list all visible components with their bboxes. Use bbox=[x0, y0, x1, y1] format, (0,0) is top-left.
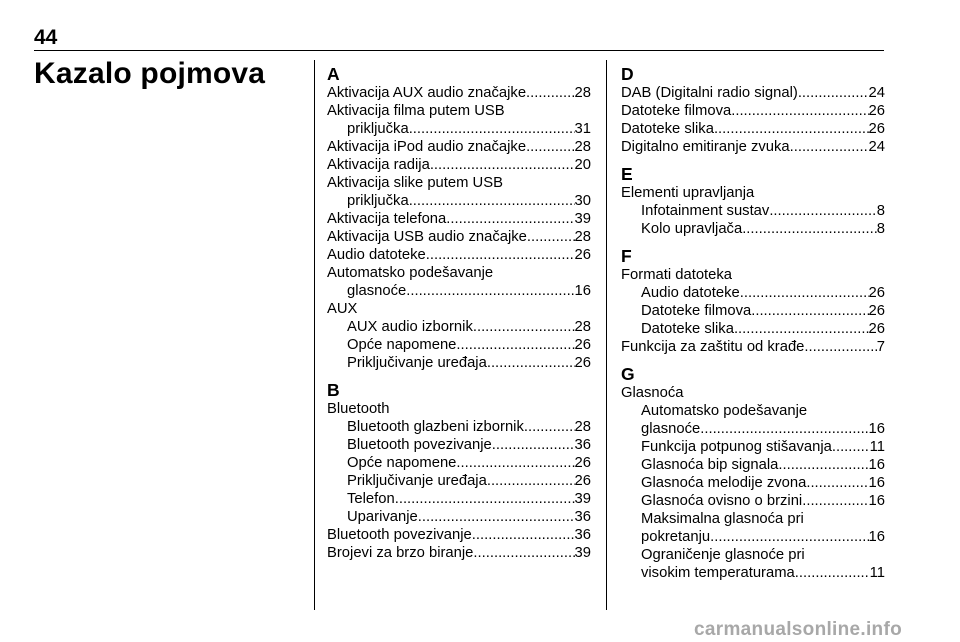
entry-page-number: 11 bbox=[869, 565, 885, 581]
leader-dots bbox=[714, 120, 869, 138]
leader-dots bbox=[472, 526, 575, 544]
index-entry[interactable] bbox=[327, 526, 591, 544]
index-subentry[interactable] bbox=[327, 282, 591, 300]
entry-page-number: 8 bbox=[876, 203, 885, 219]
index-subentry[interactable] bbox=[621, 492, 885, 510]
entry-text: Datoteke slika bbox=[641, 321, 734, 337]
index-entry[interactable] bbox=[327, 300, 591, 318]
leader-dots bbox=[406, 282, 574, 300]
entry-page-number: 16 bbox=[868, 493, 885, 509]
index-subentry[interactable] bbox=[621, 546, 885, 564]
section-letter: A bbox=[327, 64, 340, 84]
page-title: Kazalo pojmova bbox=[34, 57, 266, 90]
entry-page-number: 26 bbox=[574, 337, 591, 353]
page-number: 44 bbox=[34, 26, 58, 49]
entry-page-number: 26 bbox=[574, 455, 591, 471]
entry-text: Elementi upravljanja bbox=[621, 185, 755, 201]
header-rule bbox=[34, 50, 884, 51]
leader-dots bbox=[492, 436, 575, 454]
leader-dots bbox=[710, 528, 868, 546]
entry-text: AUX bbox=[327, 301, 358, 317]
entry-text: Glasnoća bbox=[621, 385, 684, 401]
entry-text: pokretanju bbox=[641, 529, 711, 545]
entry-text: Aktivacija iPod audio značajke bbox=[327, 139, 527, 155]
entry-text: AUX audio izbornik bbox=[347, 319, 473, 335]
entry-text: Kolo upravljača bbox=[641, 221, 743, 237]
index-entry[interactable] bbox=[327, 400, 591, 418]
index-subentry[interactable] bbox=[621, 438, 885, 456]
leader-dots bbox=[409, 192, 575, 210]
entry-page-number: 39 bbox=[574, 211, 591, 227]
index-subentry[interactable] bbox=[327, 454, 591, 472]
entry-text: Brojevi za brzo biranje bbox=[327, 545, 474, 561]
entry-page-number: 24 bbox=[868, 85, 885, 101]
entry-text: Opće napomene bbox=[347, 455, 457, 471]
entry-text: Aktivacija telefona bbox=[327, 211, 447, 227]
index-entry[interactable] bbox=[327, 544, 591, 562]
leader-dots bbox=[700, 420, 868, 438]
entry-page-number: 7 bbox=[876, 339, 885, 355]
leader-dots bbox=[795, 564, 870, 582]
leader-dots bbox=[734, 320, 869, 338]
index-subentry[interactable] bbox=[621, 320, 885, 338]
leader-dots bbox=[473, 544, 574, 562]
index-subentry[interactable] bbox=[327, 418, 591, 436]
index-entry[interactable] bbox=[621, 102, 885, 120]
entry-text: Datoteke filmova bbox=[641, 303, 752, 319]
entry-page-number: 26 bbox=[868, 303, 885, 319]
entry-page-number: 24 bbox=[868, 139, 885, 155]
entry-text: Bluetooth povezivanje bbox=[347, 437, 492, 453]
entry-page-number: 16 bbox=[868, 529, 885, 545]
leader-dots bbox=[409, 120, 575, 138]
entry-text: Bluetooth bbox=[327, 401, 390, 417]
entry-text: visokim temperaturama bbox=[641, 565, 795, 581]
index-entry[interactable] bbox=[621, 338, 885, 356]
leader-dots bbox=[526, 138, 574, 156]
index-entry[interactable] bbox=[327, 156, 591, 174]
entry-page-number: 26 bbox=[574, 473, 591, 489]
entry-text: Infotainment sustav bbox=[641, 203, 770, 219]
entry-text: Glasnoća ovisno o brzini bbox=[641, 493, 803, 509]
entry-text: Automatsko podešavanje bbox=[327, 265, 494, 281]
entry-page-number: 16 bbox=[574, 283, 591, 299]
entry-text: Datoteke slika bbox=[621, 121, 714, 137]
entry-page-number: 28 bbox=[574, 319, 591, 335]
leader-dots bbox=[740, 284, 869, 302]
index-subentry[interactable] bbox=[327, 354, 591, 372]
entry-text: Audio datoteke bbox=[327, 247, 426, 263]
entry-text: priključka bbox=[347, 121, 409, 137]
leader-dots bbox=[832, 438, 870, 456]
index-entry[interactable] bbox=[327, 264, 591, 282]
entry-page-number: 36 bbox=[574, 527, 591, 543]
index-entry[interactable] bbox=[327, 138, 591, 156]
entry-page-number: 11 bbox=[869, 439, 885, 455]
leader-dots bbox=[487, 472, 575, 490]
index-entry[interactable] bbox=[327, 84, 591, 102]
index-subentry[interactable] bbox=[621, 528, 885, 546]
entry-text: Funkcija potpunog stišavanja bbox=[641, 439, 832, 455]
leader-dots bbox=[731, 102, 868, 120]
index-subentry[interactable] bbox=[621, 302, 885, 320]
leader-dots bbox=[790, 138, 869, 156]
index-subentry[interactable] bbox=[621, 402, 885, 420]
entry-text: DAB (Digitalni radio signal) bbox=[621, 85, 798, 101]
index-entry[interactable] bbox=[327, 246, 591, 264]
entry-page-number: 39 bbox=[574, 545, 591, 561]
index-entry[interactable] bbox=[621, 266, 885, 284]
entry-page-number: 16 bbox=[868, 475, 885, 491]
entry-text: Bluetooth povezivanje bbox=[327, 527, 472, 543]
entry-text: glasnoće bbox=[347, 283, 407, 299]
index-subentry[interactable] bbox=[327, 436, 591, 454]
entry-text: Aktivacija AUX audio značajke bbox=[327, 85, 527, 101]
entry-text: glasnoće bbox=[641, 421, 701, 437]
entry-page-number: 26 bbox=[868, 103, 885, 119]
leader-dots bbox=[798, 84, 869, 102]
entry-page-number: 26 bbox=[868, 121, 885, 137]
index-entry[interactable] bbox=[621, 138, 885, 156]
leader-dots bbox=[395, 490, 575, 508]
entry-page-number: 39 bbox=[574, 491, 591, 507]
entry-page-number: 31 bbox=[574, 121, 591, 137]
entry-page-number: 28 bbox=[574, 229, 591, 245]
watermark: carmanualsonline.info bbox=[694, 619, 902, 640]
entry-page-number: 16 bbox=[868, 457, 885, 473]
index-entry[interactable] bbox=[327, 102, 591, 120]
leader-dots bbox=[473, 318, 575, 336]
index-entry[interactable] bbox=[327, 174, 591, 192]
leader-dots bbox=[526, 84, 574, 102]
entry-text: Telefon bbox=[347, 491, 395, 507]
entry-page-number: 8 bbox=[876, 221, 885, 237]
entry-text: Opće napomene bbox=[347, 337, 457, 353]
entry-text: Aktivacija radija bbox=[327, 157, 430, 173]
entry-page-number: 26 bbox=[574, 247, 591, 263]
index-entry[interactable] bbox=[621, 84, 885, 102]
entry-text: Datoteke filmova bbox=[621, 103, 732, 119]
entry-text: Aktivacija filma putem USB bbox=[327, 103, 505, 119]
column-divider bbox=[314, 60, 315, 610]
entry-page-number: 36 bbox=[574, 437, 591, 453]
entry-page-number: 28 bbox=[574, 85, 591, 101]
leader-dots bbox=[487, 354, 575, 372]
index-column-right bbox=[621, 65, 885, 582]
index-subentry[interactable] bbox=[327, 508, 591, 526]
leader-dots bbox=[446, 210, 574, 228]
section-letter: D bbox=[621, 64, 634, 84]
entry-text: Bluetooth glazbeni izbornik bbox=[347, 419, 524, 435]
entry-text: Aktivacija USB audio značajke bbox=[327, 229, 527, 245]
entry-page-number: 26 bbox=[868, 321, 885, 337]
leader-dots bbox=[769, 202, 876, 220]
entry-page-number: 26 bbox=[574, 355, 591, 371]
index-subentry[interactable] bbox=[621, 564, 885, 582]
index-entry[interactable] bbox=[327, 228, 591, 246]
index-entry[interactable] bbox=[621, 384, 885, 402]
index-subentry[interactable] bbox=[621, 202, 885, 220]
leader-dots bbox=[524, 418, 575, 436]
entry-text: Audio datoteke bbox=[641, 285, 740, 301]
entry-page-number: 26 bbox=[868, 285, 885, 301]
index-subentry[interactable] bbox=[621, 220, 885, 238]
section-letter: G bbox=[621, 364, 635, 384]
leader-dots bbox=[527, 228, 575, 246]
entry-page-number: 28 bbox=[574, 139, 591, 155]
index-subentry[interactable] bbox=[621, 474, 885, 492]
leader-dots bbox=[806, 474, 868, 492]
leader-dots bbox=[778, 456, 868, 474]
entry-page-number: 36 bbox=[574, 509, 591, 525]
entry-page-number: 30 bbox=[574, 193, 591, 209]
index-column-left bbox=[327, 65, 591, 562]
entry-text: Priključivanje uređaja bbox=[347, 473, 487, 489]
entry-text: Uparivanje bbox=[347, 509, 418, 525]
index-subentry[interactable] bbox=[327, 120, 591, 138]
entry-text: Priključivanje uređaja bbox=[347, 355, 487, 371]
leader-dots bbox=[742, 220, 877, 238]
entry-text: Ograničenje glasnoće pri bbox=[641, 547, 805, 563]
entry-text: Digitalno emitiranje zvuka bbox=[621, 139, 790, 155]
index-entry[interactable] bbox=[621, 184, 885, 202]
entry-text: Glasnoća bip signala bbox=[641, 457, 779, 473]
entry-text: Funkcija za zaštitu od krađe bbox=[621, 339, 805, 355]
index-subentry[interactable] bbox=[327, 318, 591, 336]
index-subentry[interactable] bbox=[327, 490, 591, 508]
entry-text: Aktivacija slike putem USB bbox=[327, 175, 503, 191]
leader-dots bbox=[426, 246, 575, 264]
leader-dots bbox=[804, 338, 876, 356]
column-divider bbox=[606, 60, 607, 610]
leader-dots bbox=[802, 492, 868, 510]
entry-page-number: 16 bbox=[868, 421, 885, 437]
leader-dots bbox=[418, 508, 575, 526]
index-entry[interactable] bbox=[327, 210, 591, 228]
index-subentry[interactable] bbox=[327, 336, 591, 354]
entry-text: Formati datoteka bbox=[621, 267, 733, 283]
entry-text: priključka bbox=[347, 193, 409, 209]
entry-text: Automatsko podešavanje bbox=[641, 403, 808, 419]
section-letter: F bbox=[621, 246, 632, 266]
index-subentry[interactable] bbox=[327, 192, 591, 210]
index-subentry[interactable] bbox=[621, 420, 885, 438]
index-entry[interactable] bbox=[621, 120, 885, 138]
index-subentry[interactable] bbox=[327, 472, 591, 490]
leader-dots bbox=[430, 156, 575, 174]
index-subentry[interactable] bbox=[621, 284, 885, 302]
leader-dots bbox=[751, 302, 868, 320]
entry-text: Maksimalna glasnoća pri bbox=[641, 511, 804, 527]
leader-dots bbox=[456, 454, 574, 472]
entry-page-number: 20 bbox=[574, 157, 591, 173]
entry-page-number: 28 bbox=[574, 419, 591, 435]
section-letter: E bbox=[621, 164, 633, 184]
index-subentry[interactable] bbox=[621, 456, 885, 474]
section-letter: B bbox=[327, 380, 340, 400]
entry-text: Glasnoća melodije zvona bbox=[641, 475, 807, 491]
index-subentry[interactable] bbox=[621, 510, 885, 528]
leader-dots bbox=[456, 336, 574, 354]
